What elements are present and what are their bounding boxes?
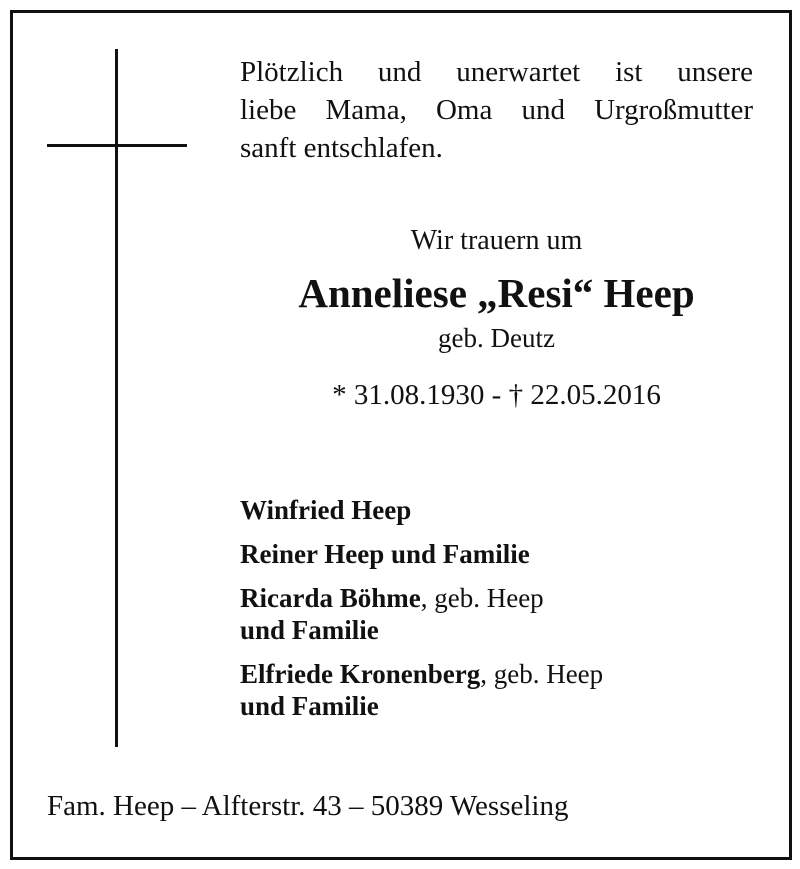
intro-line-3: sanft entschlafen. xyxy=(240,132,443,164)
intro-line-1: Plötzlich und unerwartet ist unsere xyxy=(240,56,753,88)
survivor-entry xyxy=(240,658,760,722)
intro-line-2: liebe Mama, Oma und Urgroßmutter xyxy=(240,94,753,126)
cross-icon-crossbar xyxy=(47,144,187,147)
survivor-name: Winfried Heep xyxy=(240,495,412,525)
family-address: Fam. Heep – Alfterstr. 43 – 50389 Wesseling xyxy=(47,790,569,822)
survivor-entry xyxy=(240,582,760,646)
survivor-name: Elfriede Kronenberg xyxy=(240,659,481,689)
deceased-name: Anneliese „Resi“ Heep xyxy=(298,270,695,316)
survivor-suffix: , geb. Heep xyxy=(480,659,604,689)
intro-text xyxy=(240,53,753,167)
mourning-text: Wir trauern um xyxy=(410,225,583,256)
birth-name: geb. Deutz xyxy=(438,323,555,353)
survivors-list xyxy=(240,494,760,734)
survivor-entry xyxy=(240,494,760,526)
survivor-entry xyxy=(240,538,760,570)
survivor-name: Reiner Heep und Familie xyxy=(240,539,530,569)
survivor-suffix: , geb. Heep xyxy=(420,583,544,613)
survivor-family: und Familie xyxy=(240,691,379,721)
survivor-name: Ricarda Böhme xyxy=(240,583,421,613)
life-dates: * 31.08.1930 - † 22.05.2016 xyxy=(332,379,661,411)
survivor-family: und Familie xyxy=(240,615,379,645)
cross-icon xyxy=(115,49,118,747)
